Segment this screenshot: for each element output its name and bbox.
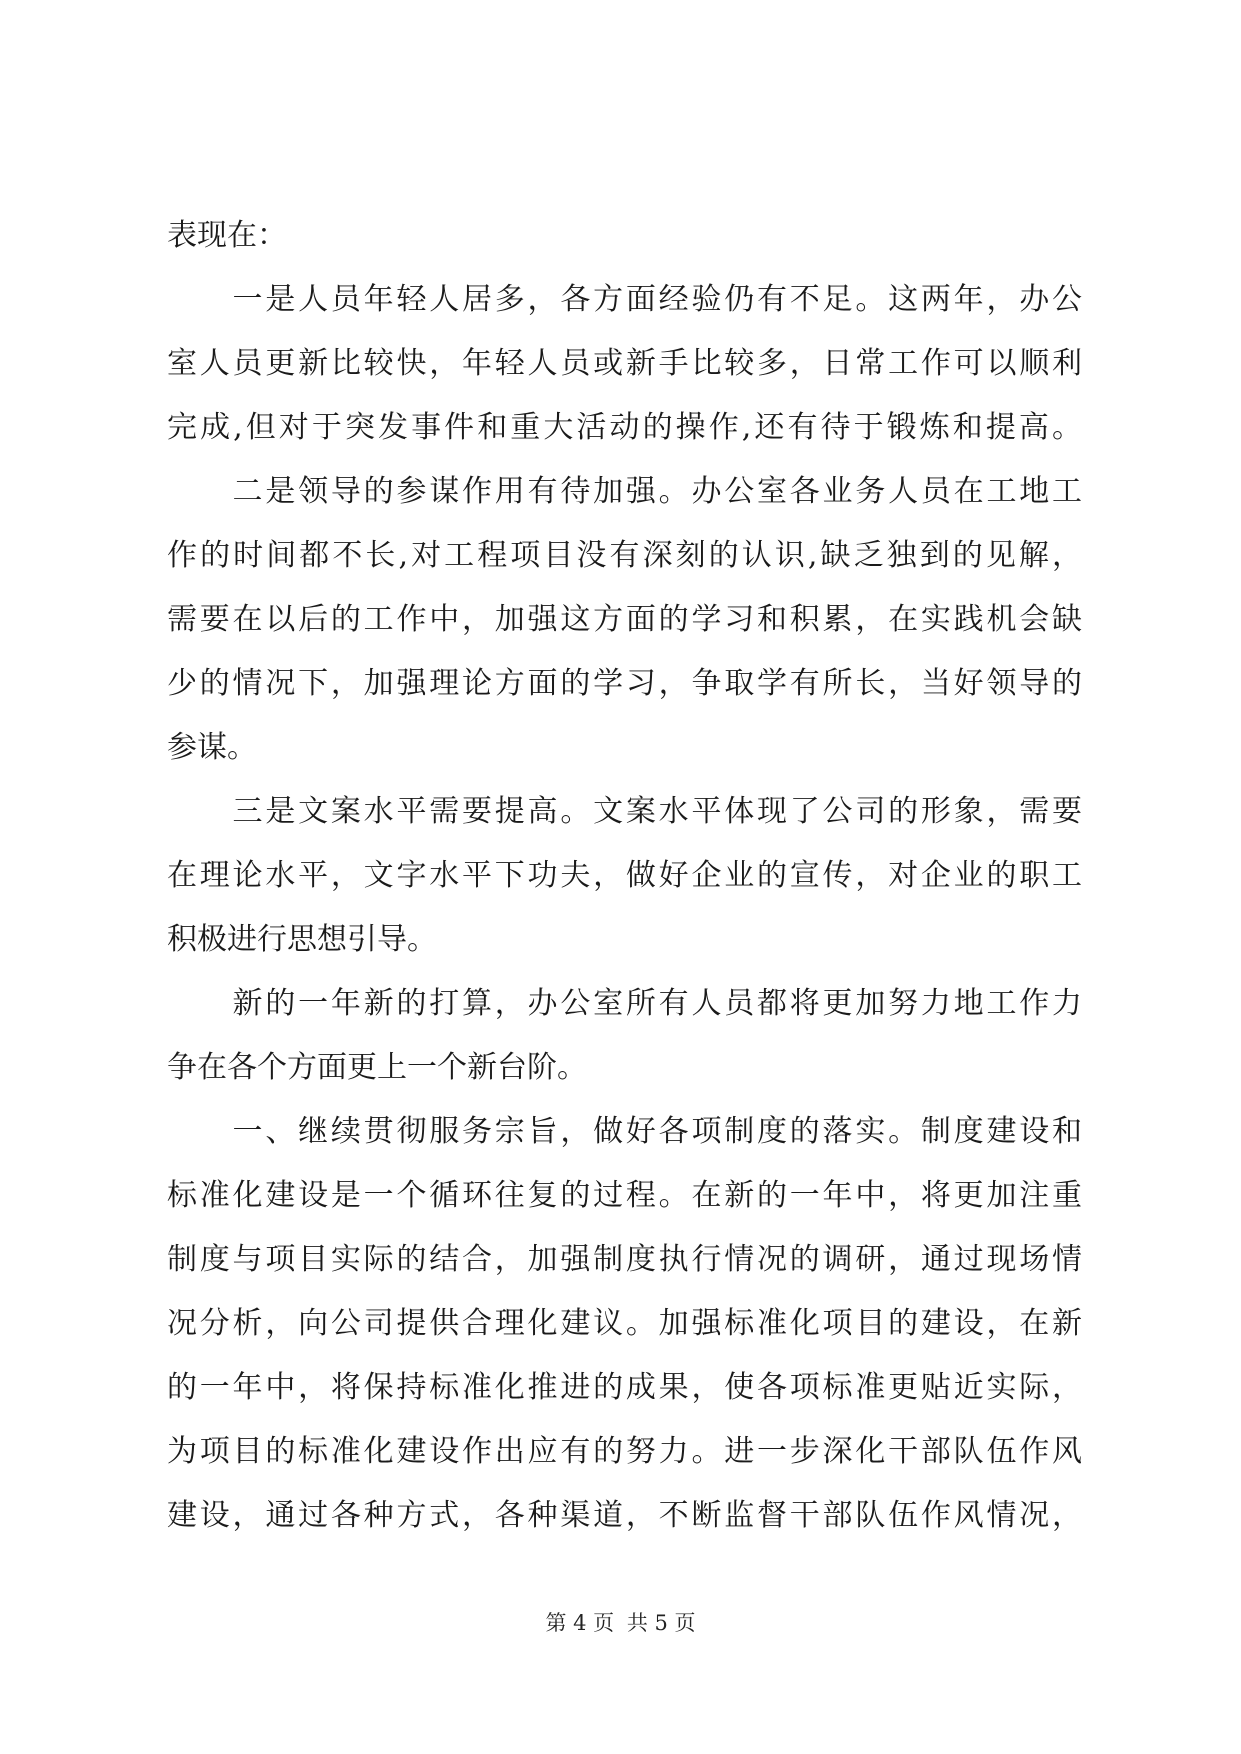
text-line: 参谋。	[167, 730, 257, 765]
text-line: 需要在以后的工作中，加强这方面的学习和积累，在实践机会缺	[167, 602, 1082, 637]
text-line: 的一年中，将保持标准化推进的成果，使各项标准更贴近实际，	[167, 1370, 1082, 1405]
text-line: 表现在：	[167, 218, 287, 253]
page-number: 第 4 页	[545, 1611, 615, 1635]
text-line: 二是领导的参谋作用有待加强。办公室各业务人员在工地工	[167, 474, 1082, 509]
document-body	[167, 204, 1082, 1548]
text-line: 为项目的标准化建设作出应有的努力。进一步深化干部队伍作风	[167, 1434, 1082, 1469]
text-line: 积极进行思想引导。	[167, 922, 437, 957]
text-line: 完成,但对于突发事件和重大活动的操作,还有待于锻炼和提高。	[167, 410, 1082, 445]
text-line: 一是人员年轻人居多，各方面经验仍有不足。这两年，办公	[167, 282, 1082, 317]
text-line: 少的情况下，加强理论方面的学习，争取学有所长，当好领导的	[167, 666, 1082, 701]
text-line: 一、继续贯彻服务宗旨，做好各项制度的落实。制度建设和	[167, 1114, 1082, 1149]
text-line: 制度与项目实际的结合，加强制度执行情况的调研，通过现场情	[167, 1242, 1082, 1277]
text-line: 作的时间都不长,对工程项目没有深刻的认识,缺乏独到的见解，	[167, 538, 1082, 573]
text-line: 在理论水平，文字水平下功夫，做好企业的宣传，对企业的职工	[167, 858, 1082, 893]
text-line: 三是文案水平需要提高。文案水平体现了公司的形象，需要	[167, 794, 1082, 829]
text-line: 室人员更新比较快，年轻人员或新手比较多，日常工作可以顺利	[167, 346, 1082, 381]
page-total: 共 5 页	[626, 1611, 696, 1635]
page-footer	[0, 1609, 1241, 1637]
text-line: 建设，通过各种方式，各种渠道，不断监督干部队伍作风情况，	[167, 1498, 1082, 1533]
text-line: 标准化建设是一个循环往复的过程。在新的一年中，将更加注重	[167, 1178, 1082, 1213]
text-line: 况分析，向公司提供合理化建议。加强标准化项目的建设，在新	[167, 1306, 1082, 1341]
text-line: 新的一年新的打算，办公室所有人员都将更加努力地工作力	[167, 986, 1082, 1021]
text-line: 争在各个方面更上一个新台阶。	[167, 1050, 587, 1085]
